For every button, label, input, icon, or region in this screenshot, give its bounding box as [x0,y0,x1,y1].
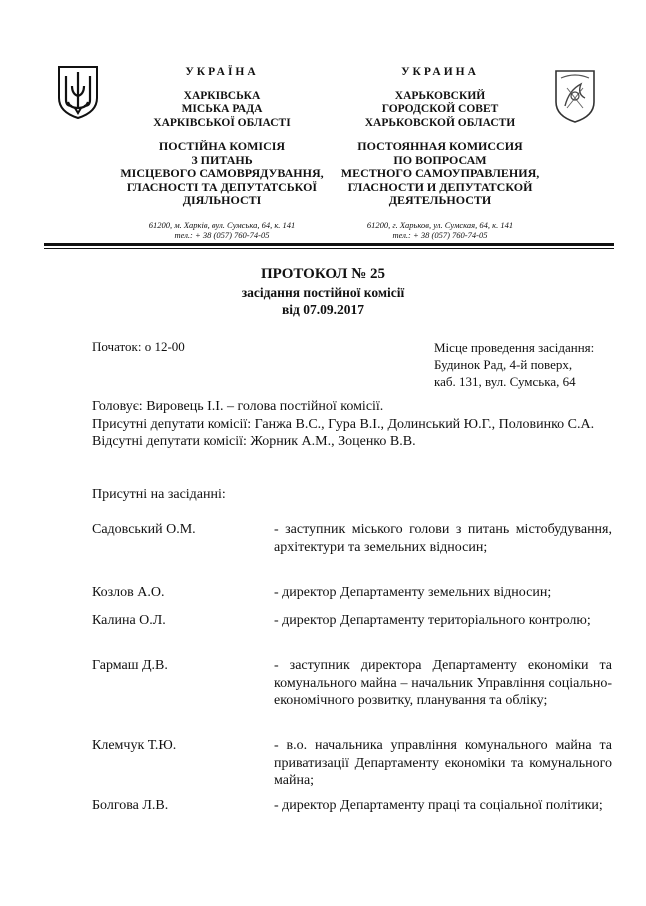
venue-line: Місце проведення засідання: [434,340,595,355]
committee-line: ПО ВОПРОСАМ [393,152,487,167]
committee-line: ДЕЯТЕЛЬНОСТИ [388,193,492,207]
attendee-role: - директор Департаменту земельних відносин; [274,585,552,600]
council-line: ХАРКІВСЬКА [183,89,261,102]
address-line: 61200, г. Харьков, ул. Сумская, 64, к. 141 [366,219,514,230]
attendee-role: - директор Департаменту праці та соціальної політики; [274,798,603,813]
committee-line: ГЛАСНОСТІ ТА ДЕПУТАТСЬКОЇ [126,179,318,194]
absent-deputies-line: Відсутні депутати комісії: Жорник А.М., Зоценко В.В. [92,434,416,449]
present-heading: Присутні на засіданні: [92,487,226,502]
attendee-name: Болгова Л.В. [92,798,169,813]
committee-line: МЕСТНОГО САМОУПРАВЛЕНИЯ, [340,166,540,180]
council-line: ХАРЬКОВСКОЙ ОБЛАСТИ [364,116,516,129]
committee-line: ПОСТІЙНА КОМІСІЯ [158,139,286,153]
venue-line: Будинок Рад, 4-й поверх, [434,357,573,372]
council-line: ГОРОДСКОЙ СОВЕТ [381,103,499,115]
council-line: ХАРЬКОВСКИЙ [394,89,486,102]
header-russian [330,66,550,240]
council-line: ХАРКІВСЬКОЇ ОБЛАСТІ [153,116,291,129]
committee-address [112,220,332,240]
attendee-name: Козлов А.О. [92,585,165,600]
address-line: 61200, м. Харків, вул. Сумська, 64, к. 141 [148,219,296,230]
header-divider-thin [44,248,614,249]
attendee-role: - заступник директора Департаменту економіки та комунального майна – начальник Управління соціально-економічного розвитку, планування та обліку; [274,658,612,708]
committee-name [112,140,332,208]
attendee-role: - в.о. начальника управління комунального майна та приватизації Департаменту економіки та комунального майна; [274,738,612,788]
country-name: УКРАИНА [401,66,479,78]
committee-line: ДІЯЛЬНОСТІ [182,193,262,207]
venue-line: каб. 131, вул. Сумська, 64 [434,374,576,389]
attendee-role: - директор Департаменту територіального контролю; [274,613,591,628]
start-time: Початок: о 12-00 [92,339,185,354]
council-name [330,90,550,131]
committee-address [330,220,550,240]
meeting-venue [434,339,624,390]
committee-line: ГЛАСНОСТИ И ДЕПУТАТСКОЙ [347,179,533,194]
kharkiv-city-coat-of-arms-icon [553,68,597,124]
phone-line: тел.: + 38 (057) 760-74-05 [174,229,270,240]
header-divider-thick [44,243,614,246]
protocol-title [0,264,646,318]
committee-line: ПОСТОЯННАЯ КОМИССИЯ [357,139,523,153]
trident-coat-of-arms-icon [56,64,100,120]
council-line: МІСЬКА РАДА [181,103,263,115]
present-deputies-line: Присутні депутати комісії: Ганжа В.С., Гура В.І., Долинський Ю.Г., Половинко С.А. [92,416,595,432]
phone-line: тел.: + 38 (057) 760-74-05 [392,229,488,240]
council-name [112,90,332,131]
attendee-name: Клемчук Т.Ю. [92,738,177,753]
country-name: УКРАЇНА [185,66,259,78]
meeting-date: від 07.09.2017 [282,302,364,317]
committee-line: З ПИТАНЬ [191,152,253,167]
chair-line: Головує: Вировець І.І. – голова постійної комісії. [92,399,384,414]
committee-name [330,140,550,208]
committee-line: МІСЦЕВОГО САМОВРЯДУВАННЯ, [120,166,324,180]
meeting-type: засідання постійної комісії [241,285,405,300]
attendee-name: Гармаш Д.В. [92,658,168,673]
attendee-name: Садовський О.М. [92,522,196,537]
attendee-name: Калина О.Л. [92,613,166,628]
attendee-role: - заступник міського голови з питань містобудування, архітектури та земельних відносин; [274,522,612,555]
header-ukrainian [112,66,332,240]
attendance-summary [92,398,612,451]
protocol-number: ПРОТОКОЛ № 25 [260,266,386,282]
